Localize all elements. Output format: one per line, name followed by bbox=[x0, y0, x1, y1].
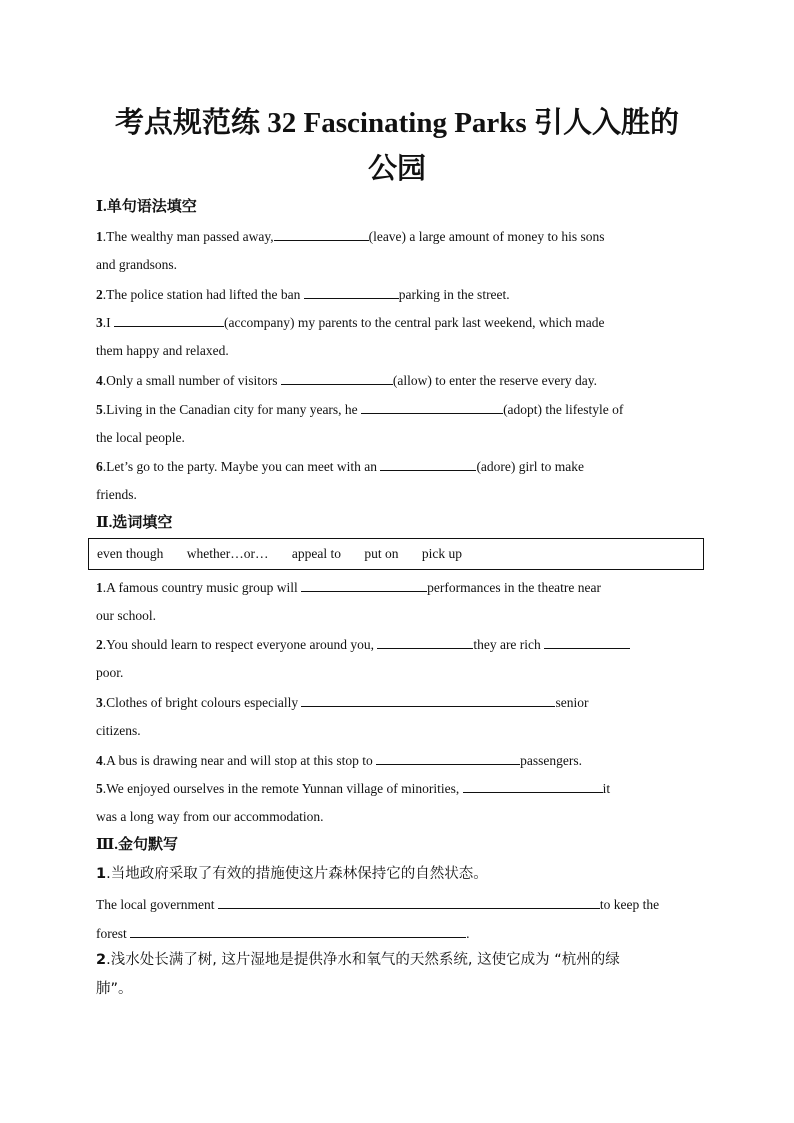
answer-blank[interactable] bbox=[274, 226, 369, 241]
answer-blank[interactable] bbox=[130, 923, 466, 938]
question-2-1: 1.A famous country music group will performances in the theatre near bbox=[96, 577, 601, 598]
question-1-2: 2.The police station had lifted the ban parking in the street. bbox=[96, 284, 510, 305]
answer-blank[interactable] bbox=[376, 750, 520, 765]
question-2-5-continued: was a long way from our accommodation. bbox=[96, 809, 324, 824]
word-bank-item: put on bbox=[364, 546, 399, 561]
question-2-3-continued: citizens. bbox=[96, 723, 141, 738]
question-number: 1 bbox=[96, 866, 107, 882]
section-3-heading: Ⅲ.金句默写 bbox=[96, 837, 179, 853]
question-3-2-prompt-continued: 肺”。 bbox=[96, 981, 133, 997]
question-number: 5 bbox=[96, 402, 103, 417]
question-number: 2 bbox=[96, 637, 103, 652]
question-1-1-continued: and grandsons. bbox=[96, 257, 177, 272]
question-1-4: 4.Only a small number of visitors (allow) to enter the reserve every day. bbox=[96, 370, 597, 391]
answer-blank[interactable] bbox=[304, 284, 399, 299]
question-number: 2 bbox=[96, 952, 107, 968]
question-2-2-continued: poor. bbox=[96, 665, 124, 680]
question-number: 4 bbox=[96, 753, 103, 768]
page-title: 考点规范练 32 Fascinating Parks 引人入胜的 bbox=[115, 107, 679, 139]
question-1-3: 3.I (accompany) my parents to the central park last weekend, which made bbox=[96, 312, 604, 333]
question-number: 5 bbox=[96, 781, 103, 796]
question-number: 1 bbox=[96, 580, 103, 595]
answer-blank[interactable] bbox=[380, 456, 476, 471]
word-bank-item: whether…or… bbox=[186, 546, 269, 561]
question-2-2: 2.You should learn to respect everyone around you, they are rich bbox=[96, 634, 630, 655]
question-3-1-answer: The local government to keep the bbox=[96, 894, 659, 915]
question-3-2-prompt: 2.浅水处长满了树, 这片湿地是提供净水和氧气的天然系统, 这使它成为 “杭州的绿 bbox=[96, 952, 620, 968]
word-bank bbox=[88, 538, 704, 570]
question-1-1: 1.The wealthy man passed away, (leave) a large amount of money to his sons bbox=[96, 226, 605, 247]
answer-blank[interactable] bbox=[544, 634, 630, 649]
answer-blank[interactable] bbox=[281, 370, 393, 385]
question-number: 3 bbox=[96, 695, 103, 710]
answer-blank[interactable] bbox=[463, 778, 603, 793]
question-3-1-answer-continued: forest . bbox=[96, 923, 470, 944]
question-1-6-continued: friends. bbox=[96, 487, 137, 502]
question-2-3: 3.Clothes of bright colours especially senior bbox=[96, 692, 588, 713]
question-number: 3 bbox=[96, 315, 103, 330]
answer-blank[interactable] bbox=[361, 399, 503, 414]
answer-blank[interactable] bbox=[114, 312, 224, 327]
answer-blank[interactable] bbox=[301, 577, 427, 592]
question-2-5: 5.We enjoyed ourselves in the remote Yunnan village of minorities, it bbox=[96, 778, 610, 799]
question-2-4: 4.A bus is drawing near and will stop at this stop to passengers. bbox=[96, 750, 582, 771]
question-3-1-prompt: 1.当地政府采取了有效的措施使这片森林保持它的自然状态。 bbox=[96, 866, 488, 882]
word-bank-item: even though bbox=[97, 546, 164, 561]
question-number: 2 bbox=[96, 287, 103, 302]
page-title-continued: 公园 bbox=[367, 153, 426, 185]
question-number: 1 bbox=[96, 229, 103, 244]
question-2-1-continued: our school. bbox=[96, 608, 156, 623]
section-2-heading: Ⅱ.选词填空 bbox=[96, 515, 173, 531]
word-bank-item: appeal to bbox=[291, 546, 341, 561]
answer-blank[interactable] bbox=[301, 692, 555, 707]
word-bank-item: pick up bbox=[421, 546, 462, 561]
answer-blank[interactable] bbox=[377, 634, 473, 649]
question-number: 4 bbox=[96, 373, 103, 388]
question-1-6: 6.Let’s go to the party. Maybe you can meet with an (adore) girl to make bbox=[96, 456, 584, 477]
section-1-heading: Ⅰ.单句语法填空 bbox=[96, 199, 197, 215]
question-1-3-continued: them happy and relaxed. bbox=[96, 343, 229, 358]
question-1-5: 5.Living in the Canadian city for many years, he (adopt) the lifestyle of bbox=[96, 399, 623, 420]
answer-blank[interactable] bbox=[218, 894, 600, 909]
question-number: 6 bbox=[96, 459, 103, 474]
question-1-5-continued: the local people. bbox=[96, 430, 185, 445]
